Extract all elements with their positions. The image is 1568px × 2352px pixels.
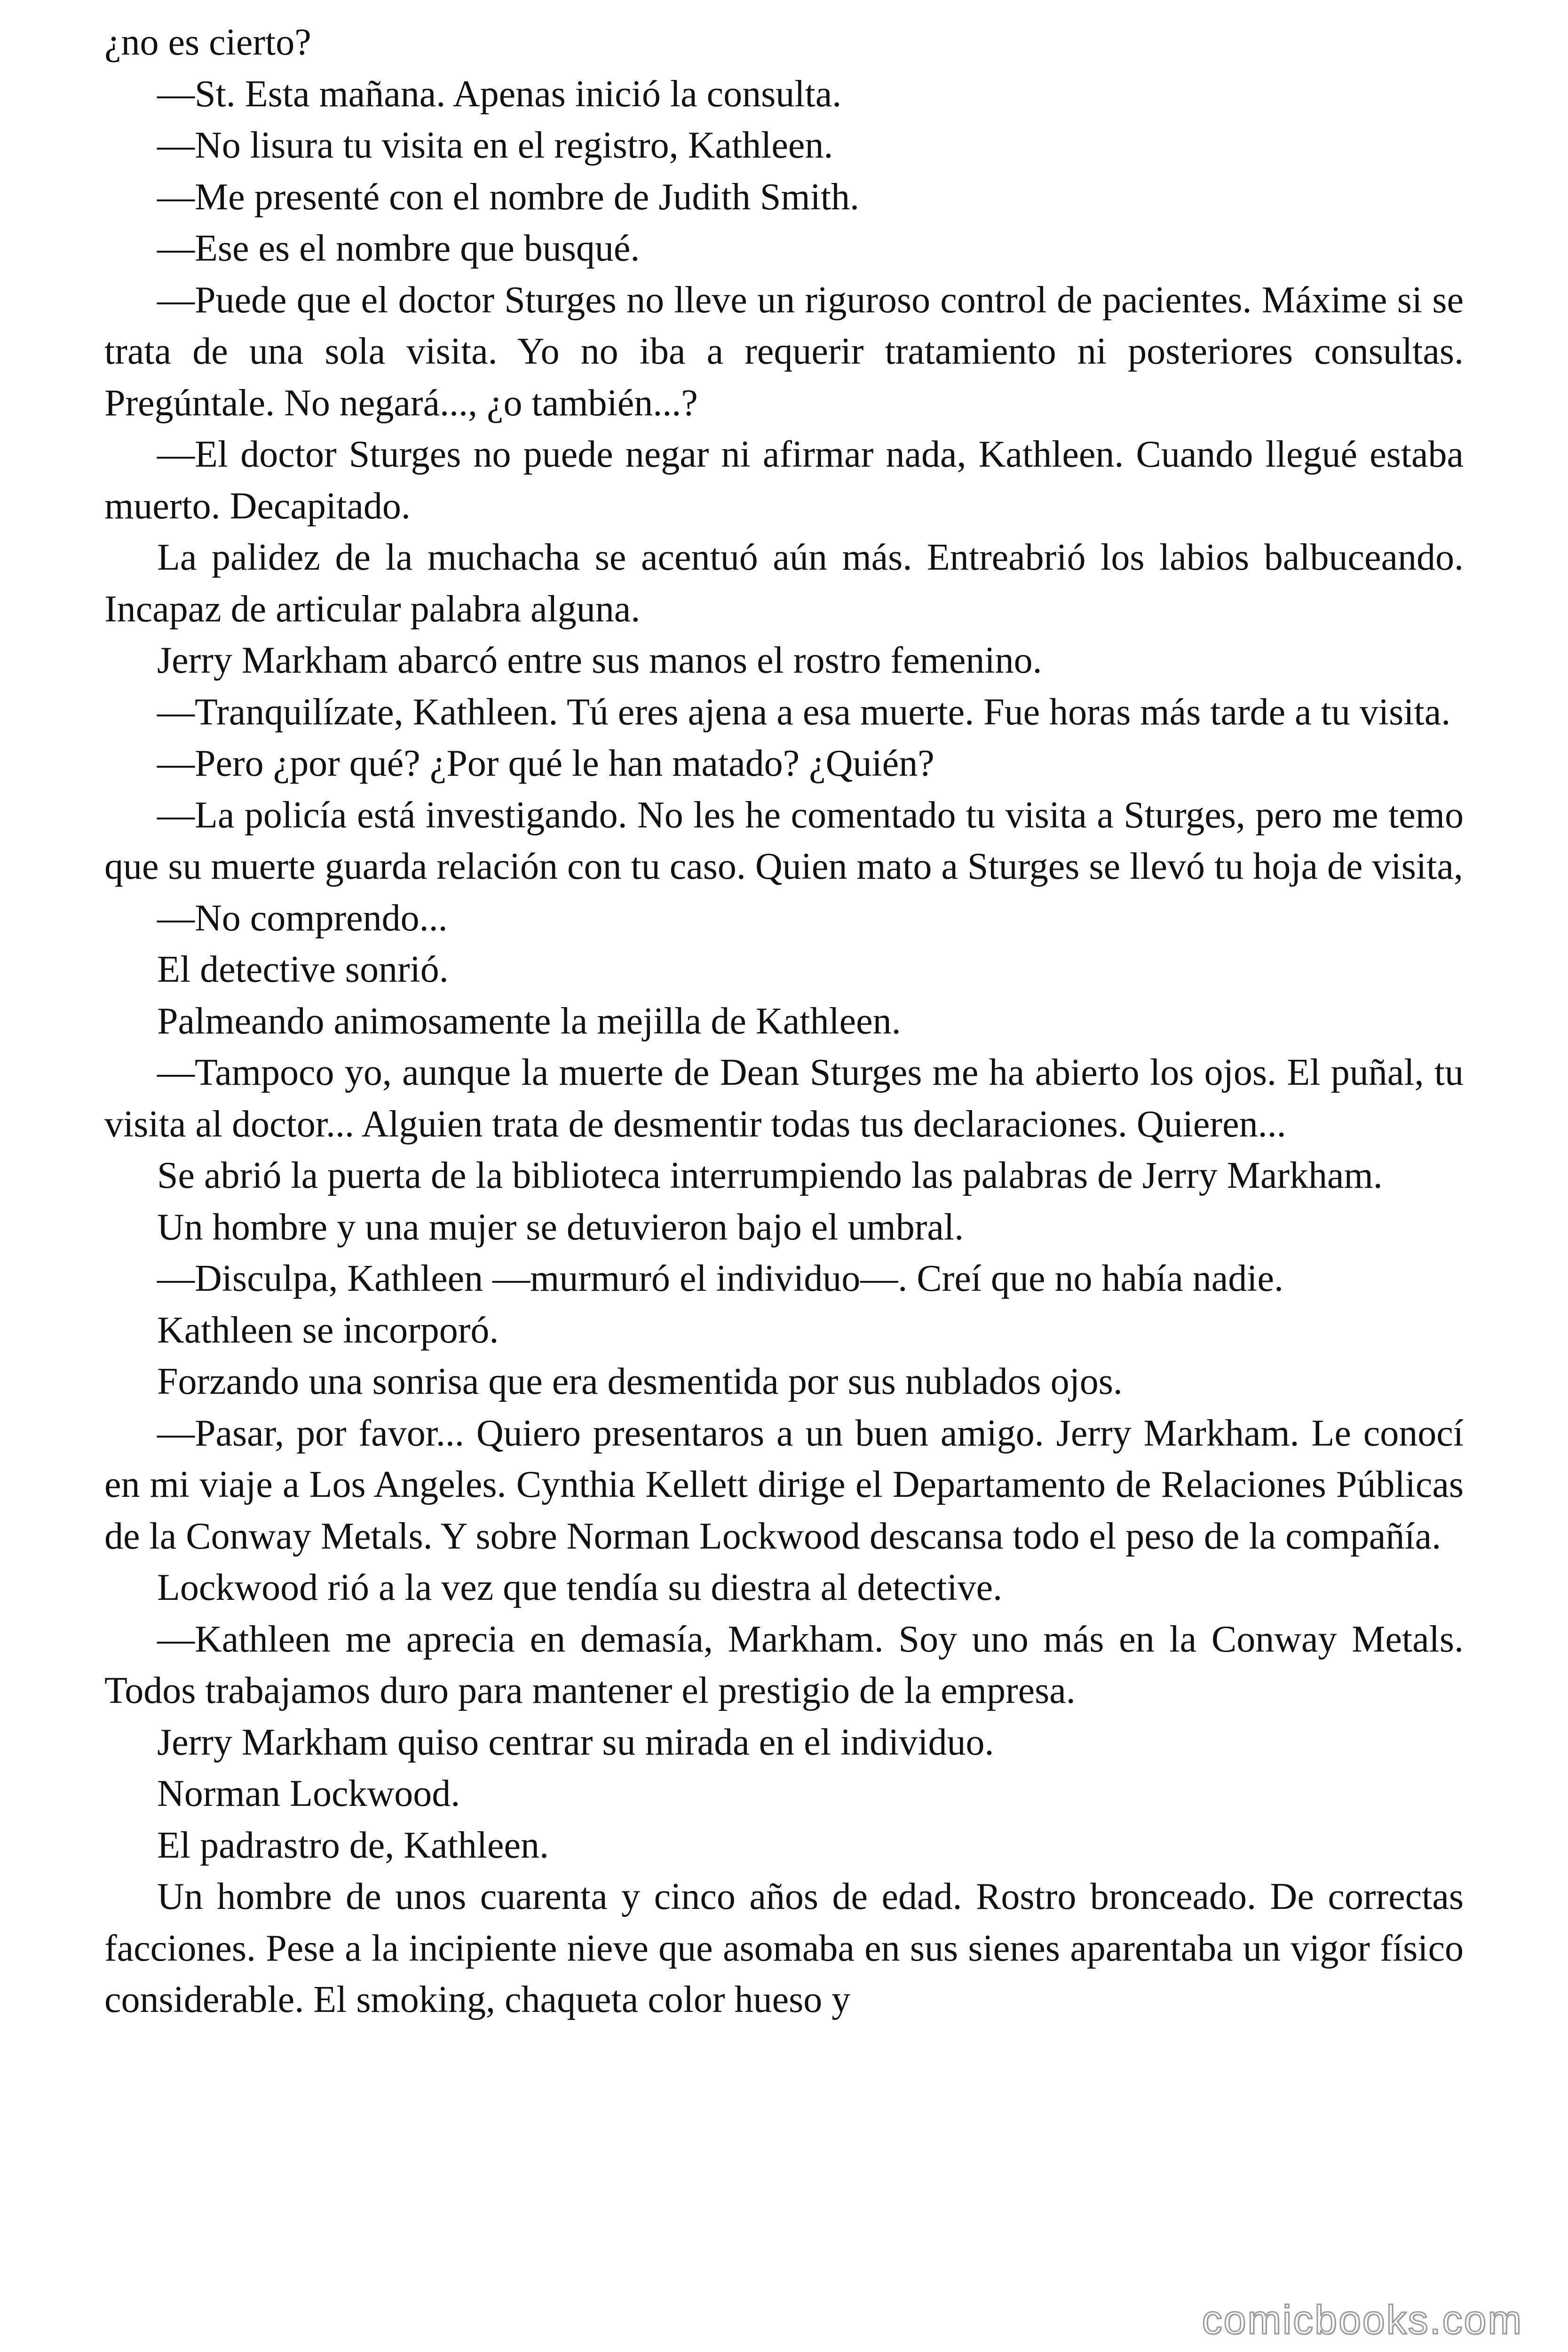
paragraph-4: —Me presenté con el nombre de Judith Smith.: [157, 176, 860, 218]
paragraph-9: Jerry Markham abarcó entre sus manos el rostro femenino.: [157, 640, 1042, 681]
paragraph-12: —La policía está investigando. No les he comentado tu visita a Sturges, pero me temo que su muerte guarda relación con tu caso. Quien mato a Sturges se llevó tu hoja de visita,: [104, 794, 1464, 887]
paragraph-15: Palmeando animosamente la mejilla de Kathleen.: [157, 1000, 901, 1042]
paragraph-5: —Ese es el nombre que busqué.: [157, 228, 640, 269]
paragraph-18: Un hombre y una mujer se detuvieron bajo el umbral.: [157, 1206, 964, 1248]
paragraph-11: —Pero ¿por qué? ¿Por qué le han matado? ¿Quién?: [157, 743, 934, 784]
paragraph-17: Se abrió la puerta de la biblioteca interrumpiendo las palabras de Jerry Markham.: [157, 1155, 1383, 1196]
paragraph-3: —No lisura tu visita en el registro, Kathleen.: [157, 125, 833, 166]
paragraph-13: —No comprendo...: [157, 897, 448, 939]
paragraph-7: —El doctor Sturges no puede negar ni afirmar nada, Kathleen. Cuando llegué estaba muerto. Decapitado.: [104, 434, 1464, 527]
paragraph-2: —St. Esta mañana. Apenas inició la consulta.: [157, 73, 842, 115]
paragraph-14: El detective sonrió.: [157, 949, 449, 990]
watermark: comicbooks.com: [1202, 2297, 1523, 2343]
paragraph-1: ¿no es cierto?: [104, 22, 311, 63]
paragraph-21: Forzando una sonrisa que era desmentida por sus nublados ojos.: [157, 1361, 1123, 1402]
paragraph-6: —Puede que el doctor Sturges no lleve un riguroso control de pacientes. Máxime si se trata de una sola visita. Yo no iba a requerir tratamiento ni posteriores consultas. Pregúntale. No negará..., ¿o también...?: [104, 279, 1464, 424]
paragraph-20: Kathleen se incorporó.: [157, 1309, 499, 1351]
paragraph-10: —Tranquilízate, Kathleen. Tú eres ajena a esa muerte. Fue horas más tarde a tu visita.: [157, 691, 1451, 733]
paragraph-24: —Kathleen me aprecia en demasía, Markham. Soy uno más en la Conway Metals. Todos trabajamos duro para mantener el prestigio de la empresa.: [104, 1618, 1464, 1711]
page-text: [104, 17, 1464, 2026]
paragraph-26: Norman Lockwood.: [157, 1773, 460, 1814]
paragraph-28: Un hombre de unos cuarenta y cinco años de edad. Rostro bronceado. De correctas facciones. Pese a la incipiente nieve que asomaba en sus sienes aparentaba un vigor físico considerable. El smoking, chaqueta color hueso y: [104, 1876, 1464, 2020]
paragraph-25: Jerry Markham quiso centrar su mirada en el individuo.: [157, 1721, 994, 1763]
paragraph-23: Lockwood rió a la vez que tendía su diestra al detective.: [157, 1567, 1003, 1608]
paragraph-22: —Pasar, por favor... Quiero presentaros a un buen amigo. Jerry Markham. Le conocí en mi viaje a Los Angeles. Cynthia Kellett dirige el Departamento de Relaciones Públicas de la Conway Metals. Y sobre Norman Lockwood descansa todo el peso de la compañía.: [104, 1412, 1464, 1557]
paragraph-16: —Tampoco yo, aunque la muerte de Dean Sturges me ha abierto los ojos. El puñal, tu visita al doctor... Alguien trata de desmentir todas tus declaraciones. Quieren...: [104, 1052, 1464, 1145]
paragraph-19: —Disculpa, Kathleen —murmuró el individuo—. Creí que no había nadie.: [157, 1258, 1283, 1299]
paragraph-27: El padrastro de, Kathleen.: [157, 1824, 549, 1866]
paragraph-8: La palidez de la muchacha se acentuó aún más. Entreabrió los labios balbuceando. Incapaz de articular palabra alguna.: [104, 537, 1464, 630]
